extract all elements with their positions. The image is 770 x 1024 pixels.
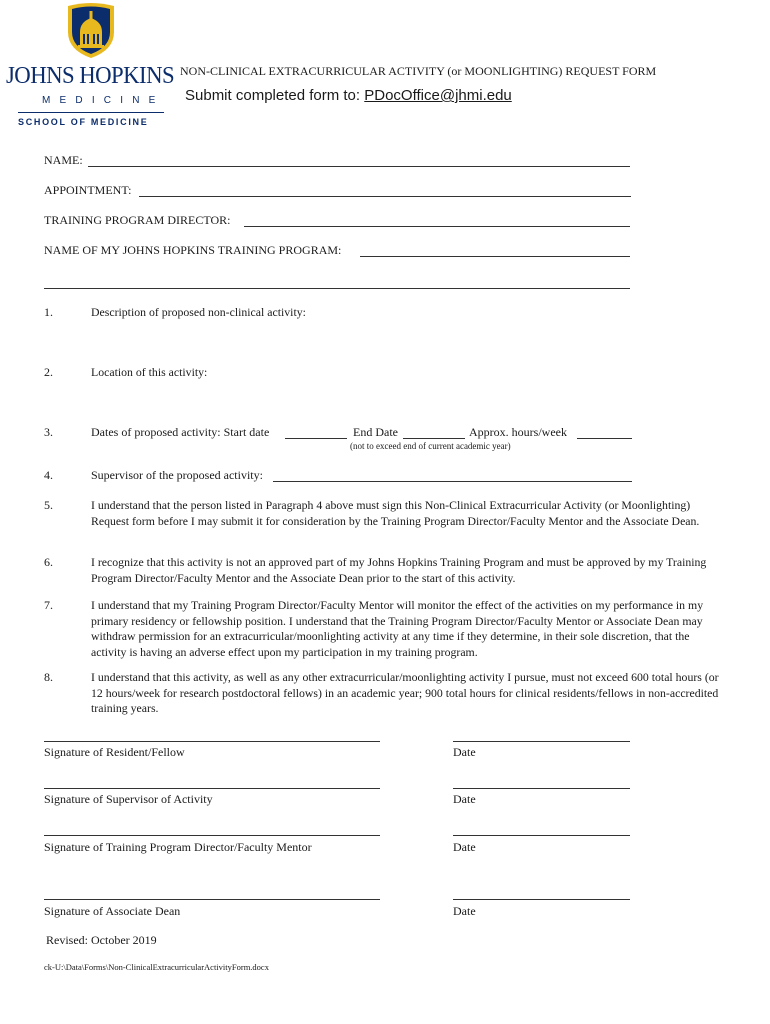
end-date-label: End Date (353, 425, 398, 439)
resident-signature-field[interactable] (44, 741, 380, 742)
hours-label: Approx. hours/week (469, 425, 567, 439)
appointment-field[interactable] (139, 196, 631, 197)
supervisor-label: Supervisor of the proposed activity: (91, 468, 263, 482)
resident-date-label: Date (453, 745, 476, 759)
dean-date-label: Date (453, 904, 476, 918)
dean-date-field[interactable] (453, 899, 630, 900)
paragraph-5: I understand that the person listed in Paragraph 4 above must sign this Non-Clinical Extracurricular Activity (or Moonlighting) Request form before I may submit it for consideration by the Training Program Director/Faculty Mentor and the Associate Dean. (91, 498, 700, 528)
resident-date-field[interactable] (453, 741, 630, 742)
program-label: NAME OF MY JOHNS HOPKINS TRAINING PROGRAM: (44, 243, 342, 257)
program-field-continuation[interactable] (44, 288, 630, 289)
hours-field[interactable] (577, 438, 632, 439)
name-field[interactable] (88, 166, 630, 167)
logo-title: JOHNS HOPKINS (6, 62, 175, 89)
director-signature-field[interactable] (44, 835, 380, 836)
supervisor-signature-label: Signature of Supervisor of Activity (44, 792, 213, 806)
director-signature-label: Signature of Training Program Director/Faculty Mentor (44, 840, 312, 854)
name-label: NAME: (44, 153, 83, 167)
johns-hopkins-logo (6, 2, 176, 126)
item-number: 7. (44, 598, 53, 612)
logo-subtitle: MEDICINE (42, 95, 165, 106)
supervisor-date-field[interactable] (453, 788, 630, 789)
start-date-field[interactable] (285, 438, 347, 439)
paragraph-8: I understand that this activity, as well as any other extracurricular/moonlighting activity I pursue, must not exceed 600 total hours (or 12 hours/week for research postdoctoral fellows) in an academic year; 900 total hours for clinical residents/fellows in non-accredited training years. (91, 670, 719, 715)
director-label: TRAINING PROGRAM DIRECTOR: (44, 213, 231, 227)
item-number: 8. (44, 670, 53, 684)
item-number: 5. (44, 498, 53, 512)
submit-prefix: Submit completed form to: (185, 87, 365, 104)
director-date-label: Date (453, 840, 476, 854)
item-number: 1. (44, 305, 53, 319)
dome-shield-icon (62, 2, 120, 60)
item-number: 2. (44, 365, 53, 379)
paragraph-6: I recognize that this activity is not an approved part of my Johns Hopkins Training Program and must be approved by my Training Program Director/Faculty Mentor and the Associate Dean prior to the start of this activity. (91, 555, 707, 585)
resident-signature-label: Signature of Resident/Fellow (44, 745, 185, 759)
dean-signature-field[interactable] (44, 899, 380, 900)
item-number: 4. (44, 468, 53, 482)
submit-instruction (185, 87, 512, 104)
logo-divider (18, 112, 164, 113)
location-label: Location of this activity: (91, 365, 208, 379)
item-number: 3. (44, 425, 53, 439)
supervisor-field[interactable] (273, 481, 632, 482)
supervisor-date-label: Date (453, 792, 476, 806)
item-number: 6. (44, 555, 53, 569)
description-label: Description of proposed non-clinical activity: (91, 305, 306, 319)
start-date-label: Dates of proposed activity: Start date (91, 425, 270, 439)
file-path: ck-U:\Data\Forms\Non-ClinicalExtracurricularActivityForm.docx (44, 962, 269, 972)
date-note: (not to exceed end of current academic year) (350, 441, 511, 451)
end-date-field[interactable] (403, 438, 465, 439)
director-field[interactable] (244, 226, 630, 227)
director-date-field[interactable] (453, 835, 630, 836)
logo-school: SCHOOL OF MEDICINE (18, 117, 149, 127)
supervisor-signature-field[interactable] (44, 788, 380, 789)
program-field[interactable] (360, 256, 630, 257)
form-title: NON-CLINICAL EXTRACURRICULAR ACTIVITY (or MOONLIGHTING) REQUEST FORM (180, 64, 657, 78)
appointment-label: APPOINTMENT: (44, 183, 132, 197)
paragraph-7: I understand that my Training Program Director/Faculty Mentor will monitor the effect of the activities on my performance in my primary residency or fellowship position. I understand that the Training Program Director/Faculty Mentor or Associate Dean may withdraw permission for an extracurricular/moonlighting activity at any time if they determine, in their sole discretion, that the activity is having an adverse effect upon my participation in my training program. (91, 598, 704, 659)
dean-signature-label: Signature of Associate Dean (44, 904, 181, 918)
revised-date: Revised: October 2019 (46, 933, 157, 947)
submit-email-link[interactable]: PDocOffice@jhmi.edu (364, 87, 512, 104)
